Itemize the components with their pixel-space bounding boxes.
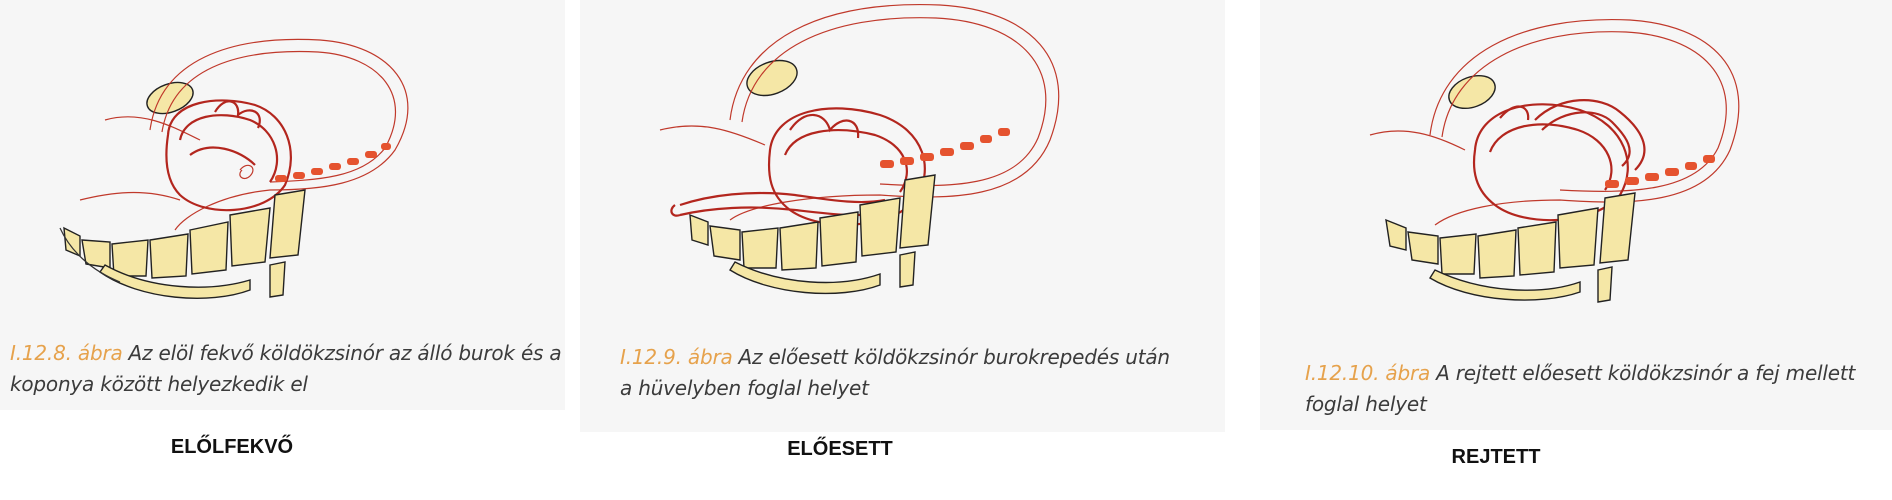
figure-number-3: I.12.10. ábra bbox=[1305, 361, 1431, 385]
figure-caption-3 bbox=[1305, 358, 1855, 420]
caption-text-1a: Az elöl fekvő köldökzsinór az álló burok és a bbox=[128, 341, 562, 365]
figure-label-3: REJTETT bbox=[1451, 446, 1541, 468]
caption-text-2b: a hüvelyben foglal helyet bbox=[620, 376, 869, 400]
caption-text-3b: foglal helyet bbox=[1305, 392, 1427, 416]
caption-text-2a: Az előesett köldökzsinór burokrepedés után bbox=[738, 345, 1170, 369]
figure-number-2: I.12.9. ábra bbox=[620, 345, 733, 369]
figure-label-2: ELŐESETT bbox=[787, 438, 893, 460]
figure-panel-3 bbox=[1260, 0, 1892, 430]
caption-text-1b: koponya között helyezkedik el bbox=[10, 372, 308, 396]
figure-label-1: ELŐLFEKVŐ bbox=[170, 436, 294, 458]
figure-caption-1 bbox=[10, 338, 562, 400]
figure-panel-1 bbox=[0, 0, 565, 410]
caption-text-3a: A rejtett előesett köldökzsinór a fej mellett bbox=[1436, 361, 1856, 385]
figure-number-1: I.12.8. ábra bbox=[10, 341, 123, 365]
figure-caption-2 bbox=[620, 342, 1170, 404]
figure-panel-2 bbox=[580, 0, 1225, 432]
